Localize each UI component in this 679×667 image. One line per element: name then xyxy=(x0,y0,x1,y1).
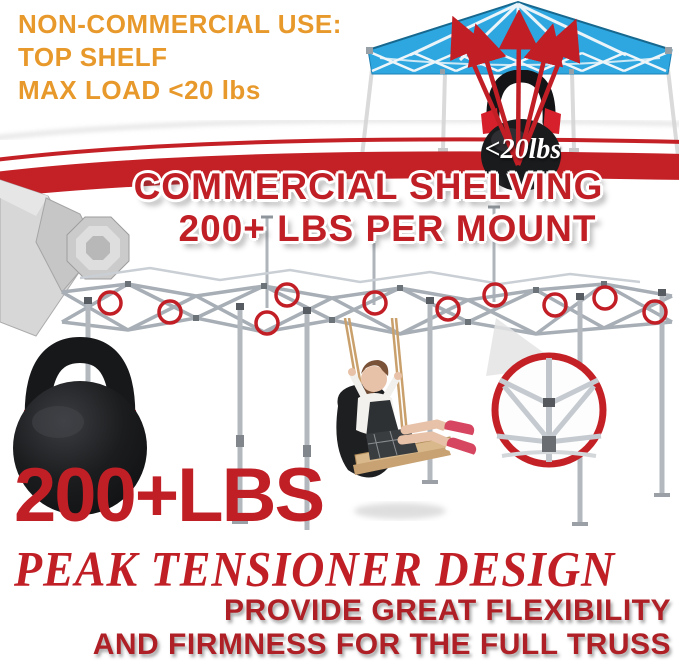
footer-line-2: AND FIRMNESS FOR THE FULL TRUSS xyxy=(92,628,671,661)
feature-title: PEAK TENSIONER DESIGN xyxy=(14,541,616,597)
note-line-3: MAX LOAD <20 lbs xyxy=(18,75,261,105)
swing-girl-photo xyxy=(320,318,530,530)
mount-circle-marker xyxy=(594,287,616,309)
weight-badge: <20lbs xyxy=(484,134,562,165)
girl-hand-right xyxy=(394,372,402,380)
footer-line-1: PROVIDE GREAT FLEXIBILITY xyxy=(224,594,671,627)
headline-line-1: COMMERCIAL SHELVING xyxy=(133,166,604,207)
girl-hand-left xyxy=(348,368,356,376)
note-line-2: TOP SHELF xyxy=(18,42,168,72)
note-line-1: NON-COMMERCIAL USE: xyxy=(18,9,342,39)
headline xyxy=(0,166,679,250)
truss-back-row xyxy=(80,268,640,284)
capacity-label: 200+LBS xyxy=(14,453,324,538)
big-kettlebell-highlight xyxy=(32,406,84,438)
headline-line-2: 200+ LBS PER MOUNT xyxy=(178,208,597,249)
swing-shadow xyxy=(354,503,446,519)
footer-tagline xyxy=(6,594,671,662)
non-commercial-note xyxy=(18,8,342,107)
